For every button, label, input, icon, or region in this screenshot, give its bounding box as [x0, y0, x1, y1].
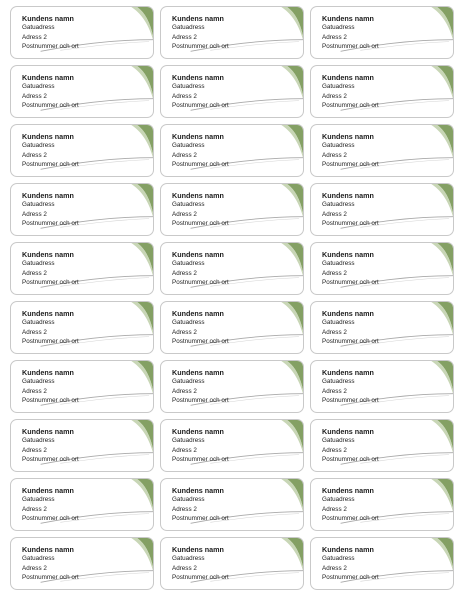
label-text-block [322, 309, 379, 347]
postal-code-city: Postnummer och ort [172, 161, 229, 169]
address-label[interactable] [10, 65, 154, 118]
label-text-block [172, 191, 229, 229]
street-address: Gatuadress [322, 142, 355, 150]
address-label[interactable] [10, 301, 154, 354]
customer-name: Kundens namn [322, 132, 374, 141]
street-address: Gatuadress [22, 201, 55, 209]
address-label[interactable] [310, 183, 454, 236]
street-address: Gatuadress [322, 496, 355, 504]
postal-code-city: Postnummer och ort [22, 338, 79, 346]
customer-name: Kundens namn [322, 309, 374, 318]
address-label[interactable] [310, 124, 454, 177]
postal-code-city: Postnummer och ort [172, 279, 229, 287]
postal-code-city: Postnummer och ort [172, 43, 229, 51]
address-line-2: Adress 2 [322, 564, 347, 572]
street-address: Gatuadress [22, 142, 55, 150]
label-sheet [10, 6, 452, 594]
label-text-block [22, 427, 79, 465]
postal-code-city: Postnummer och ort [172, 456, 229, 464]
street-address: Gatuadress [172, 260, 205, 268]
address-label[interactable] [160, 537, 304, 590]
customer-name: Kundens namn [22, 14, 74, 23]
label-text-block [322, 486, 379, 524]
customer-name: Kundens namn [172, 545, 224, 554]
street-address: Gatuadress [322, 24, 355, 32]
customer-name: Kundens namn [172, 14, 224, 23]
label-text-block [172, 14, 229, 52]
street-address: Gatuadress [22, 83, 55, 91]
postal-code-city: Postnummer och ort [22, 397, 79, 405]
address-label[interactable] [310, 65, 454, 118]
postal-code-city: Postnummer och ort [172, 397, 229, 405]
postal-code-city: Postnummer och ort [322, 161, 379, 169]
customer-name: Kundens namn [322, 73, 374, 82]
postal-code-city: Postnummer och ort [22, 220, 79, 228]
address-line-2: Adress 2 [322, 151, 347, 159]
postal-code-city: Postnummer och ort [322, 456, 379, 464]
customer-name: Kundens namn [22, 309, 74, 318]
address-label[interactable] [310, 242, 454, 295]
label-text-block [22, 545, 79, 583]
postal-code-city: Postnummer och ort [322, 43, 379, 51]
address-label[interactable] [10, 6, 154, 59]
address-label[interactable] [160, 419, 304, 472]
street-address: Gatuadress [22, 437, 55, 445]
label-text-block [22, 486, 79, 524]
customer-name: Kundens namn [172, 309, 224, 318]
label-text-block [22, 14, 79, 52]
customer-name: Kundens namn [172, 250, 224, 259]
address-line-2: Adress 2 [22, 387, 47, 395]
street-address: Gatuadress [172, 201, 205, 209]
label-text-block [322, 132, 379, 170]
customer-name: Kundens namn [322, 14, 374, 23]
customer-name: Kundens namn [322, 545, 374, 554]
address-line-2: Adress 2 [22, 151, 47, 159]
postal-code-city: Postnummer och ort [22, 574, 79, 582]
customer-name: Kundens namn [322, 191, 374, 200]
address-line-2: Adress 2 [22, 446, 47, 454]
street-address: Gatuadress [172, 142, 205, 150]
postal-code-city: Postnummer och ort [172, 220, 229, 228]
postal-code-city: Postnummer och ort [172, 338, 229, 346]
address-label[interactable] [160, 242, 304, 295]
postal-code-city: Postnummer och ort [22, 279, 79, 287]
address-line-2: Adress 2 [172, 269, 197, 277]
address-line-2: Adress 2 [172, 92, 197, 100]
postal-code-city: Postnummer och ort [322, 397, 379, 405]
customer-name: Kundens namn [22, 73, 74, 82]
address-label[interactable] [160, 65, 304, 118]
address-label[interactable] [160, 301, 304, 354]
address-line-2: Adress 2 [22, 328, 47, 336]
street-address: Gatuadress [322, 260, 355, 268]
label-text-block [172, 309, 229, 347]
label-text-block [322, 191, 379, 229]
postal-code-city: Postnummer och ort [172, 574, 229, 582]
label-text-block [172, 486, 229, 524]
customer-name: Kundens namn [322, 250, 374, 259]
label-text-block [322, 545, 379, 583]
customer-name: Kundens namn [22, 545, 74, 554]
label-text-block [22, 73, 79, 111]
postal-code-city: Postnummer och ort [322, 338, 379, 346]
address-line-2: Adress 2 [172, 328, 197, 336]
label-text-block [172, 73, 229, 111]
address-label[interactable] [310, 478, 454, 531]
address-label[interactable] [10, 419, 154, 472]
street-address: Gatuadress [22, 260, 55, 268]
label-text-block [322, 73, 379, 111]
postal-code-city: Postnummer och ort [22, 102, 79, 110]
customer-name: Kundens namn [322, 427, 374, 436]
address-label[interactable] [160, 6, 304, 59]
label-text-block [172, 545, 229, 583]
address-label[interactable] [10, 478, 154, 531]
street-address: Gatuadress [22, 319, 55, 327]
address-label[interactable] [10, 183, 154, 236]
address-line-2: Adress 2 [172, 564, 197, 572]
label-text-block [22, 132, 79, 170]
customer-name: Kundens namn [172, 191, 224, 200]
label-text-block [22, 368, 79, 406]
address-label[interactable] [310, 6, 454, 59]
address-line-2: Adress 2 [22, 210, 47, 218]
street-address: Gatuadress [172, 437, 205, 445]
street-address: Gatuadress [322, 555, 355, 563]
address-label[interactable] [310, 360, 454, 413]
street-address: Gatuadress [172, 378, 205, 386]
postal-code-city: Postnummer och ort [22, 515, 79, 523]
postal-code-city: Postnummer och ort [322, 515, 379, 523]
label-text-block [322, 427, 379, 465]
address-line-2: Adress 2 [22, 269, 47, 277]
postal-code-city: Postnummer och ort [322, 279, 379, 287]
street-address: Gatuadress [172, 555, 205, 563]
address-line-2: Adress 2 [172, 33, 197, 41]
street-address: Gatuadress [172, 83, 205, 91]
address-line-2: Adress 2 [322, 210, 347, 218]
customer-name: Kundens namn [22, 191, 74, 200]
street-address: Gatuadress [322, 201, 355, 209]
street-address: Gatuadress [22, 496, 55, 504]
label-text-block [172, 250, 229, 288]
address-line-2: Adress 2 [322, 505, 347, 513]
address-line-2: Adress 2 [172, 151, 197, 159]
label-text-block [322, 368, 379, 406]
street-address: Gatuadress [322, 437, 355, 445]
address-label[interactable] [310, 301, 454, 354]
postal-code-city: Postnummer och ort [172, 102, 229, 110]
postal-code-city: Postnummer och ort [322, 220, 379, 228]
customer-name: Kundens namn [22, 486, 74, 495]
street-address: Gatuadress [322, 378, 355, 386]
label-text-block [172, 427, 229, 465]
address-label[interactable] [10, 537, 154, 590]
street-address: Gatuadress [172, 24, 205, 32]
address-line-2: Adress 2 [172, 210, 197, 218]
postal-code-city: Postnummer och ort [322, 102, 379, 110]
customer-name: Kundens namn [172, 368, 224, 377]
address-label[interactable] [160, 124, 304, 177]
postal-code-city: Postnummer och ort [22, 43, 79, 51]
customer-name: Kundens namn [172, 427, 224, 436]
address-label[interactable] [160, 478, 304, 531]
address-label[interactable] [10, 124, 154, 177]
label-text-block [172, 132, 229, 170]
street-address: Gatuadress [322, 83, 355, 91]
label-text-block [172, 368, 229, 406]
street-address: Gatuadress [172, 319, 205, 327]
address-label[interactable] [10, 360, 154, 413]
label-text-block [22, 191, 79, 229]
customer-name: Kundens namn [172, 132, 224, 141]
street-address: Gatuadress [22, 378, 55, 386]
address-line-2: Adress 2 [172, 387, 197, 395]
postal-code-city: Postnummer och ort [22, 161, 79, 169]
label-text-block [322, 250, 379, 288]
label-text-block [22, 309, 79, 347]
customer-name: Kundens namn [22, 250, 74, 259]
address-line-2: Adress 2 [172, 446, 197, 454]
address-line-2: Adress 2 [322, 446, 347, 454]
street-address: Gatuadress [322, 319, 355, 327]
postal-code-city: Postnummer och ort [322, 574, 379, 582]
customer-name: Kundens namn [22, 132, 74, 141]
address-line-2: Adress 2 [322, 387, 347, 395]
postal-code-city: Postnummer och ort [22, 456, 79, 464]
label-text-block [322, 14, 379, 52]
address-line-2: Adress 2 [322, 33, 347, 41]
address-line-2: Adress 2 [322, 269, 347, 277]
street-address: Gatuadress [22, 555, 55, 563]
address-line-2: Adress 2 [172, 505, 197, 513]
address-line-2: Adress 2 [22, 505, 47, 513]
customer-name: Kundens namn [172, 486, 224, 495]
customer-name: Kundens namn [22, 368, 74, 377]
address-line-2: Adress 2 [22, 92, 47, 100]
address-line-2: Adress 2 [322, 328, 347, 336]
customer-name: Kundens namn [172, 73, 224, 82]
address-label[interactable] [160, 183, 304, 236]
street-address: Gatuadress [22, 24, 55, 32]
customer-name: Kundens namn [22, 427, 74, 436]
address-label[interactable] [160, 360, 304, 413]
address-label[interactable] [10, 242, 154, 295]
label-text-block [22, 250, 79, 288]
address-label[interactable] [310, 419, 454, 472]
address-line-2: Adress 2 [22, 564, 47, 572]
address-line-2: Adress 2 [22, 33, 47, 41]
postal-code-city: Postnummer och ort [172, 515, 229, 523]
address-line-2: Adress 2 [322, 92, 347, 100]
customer-name: Kundens namn [322, 368, 374, 377]
address-label[interactable] [310, 537, 454, 590]
street-address: Gatuadress [172, 496, 205, 504]
customer-name: Kundens namn [322, 486, 374, 495]
